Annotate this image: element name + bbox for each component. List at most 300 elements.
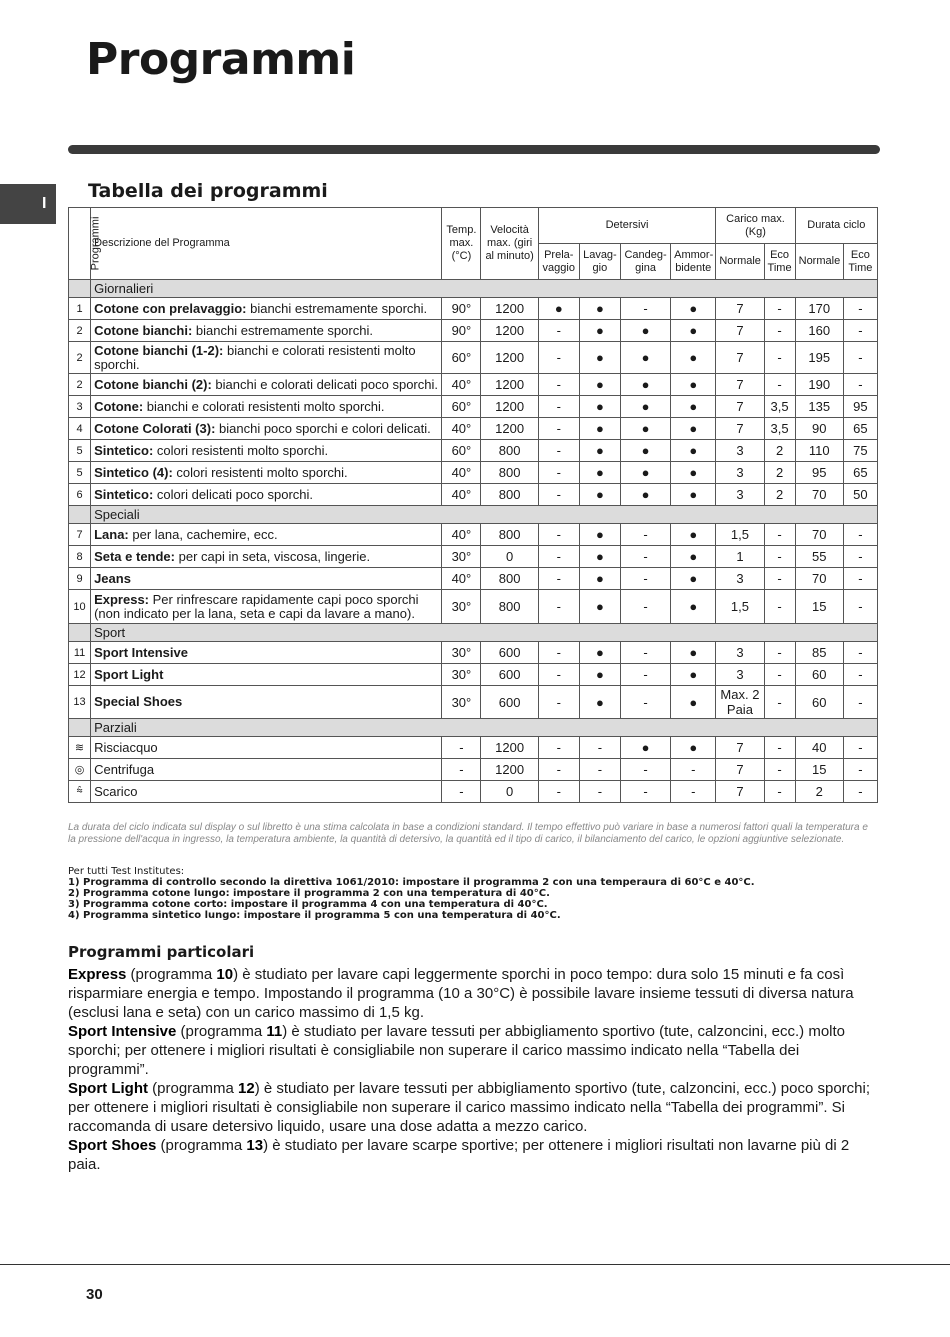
spin-speed-cell: 800 — [481, 462, 538, 484]
wash-cell: ● — [579, 320, 620, 342]
load-normal-cell: 1,5 — [716, 524, 764, 546]
prewash-cell: - — [538, 759, 579, 781]
rinse-icon: ≋ — [69, 737, 91, 759]
special-paragraph-sport-light: Sport Light (programma 12) è studiato per lavare tessuti per abbigliamento sportivo (tute, calzoncini, ecc.) poco sporchi; per ottenere i migliori risultati è consigliabile non superare il carico massimo indicato nella “Tabella dei programmi”. Si raccomanda di usare detersivo liquido, usare una dose adatta a mezzo carico. — [68, 1080, 871, 1135]
header-carico-eco: Eco Time — [764, 244, 795, 280]
table-row — [69, 396, 878, 418]
duration-eco-cell: - — [843, 759, 877, 781]
duration-eco-cell: 65 — [843, 462, 877, 484]
duration-normal-cell: 70 — [795, 484, 843, 506]
wash-cell: ● — [579, 686, 620, 719]
program-name: Sintetico: — [94, 486, 154, 502]
bleach-cell: - — [620, 664, 670, 686]
spin-speed-cell: 800 — [481, 590, 538, 624]
section-name: Speciali — [91, 506, 878, 524]
temperature-cell: 40° — [442, 374, 481, 396]
softener-cell: ● — [671, 440, 716, 462]
table-row — [69, 320, 878, 342]
wash-cell: ● — [579, 342, 620, 374]
duration-eco-cell: - — [843, 737, 877, 759]
program-number: 13 — [69, 686, 91, 719]
note-item: 4) Programma sintetico lungo: impostare il programma 5 con una temperatura di 40°C. — [68, 910, 561, 921]
program-name: Jeans — [94, 570, 131, 586]
load-normal-cell: 7 — [716, 342, 764, 374]
spin-speed-cell: 1200 — [481, 737, 538, 759]
duration-normal-cell: 195 — [795, 342, 843, 374]
language-tab: I — [0, 184, 56, 224]
wash-cell: ● — [579, 396, 620, 418]
program-description — [91, 664, 442, 686]
program-number: 1 — [69, 298, 91, 320]
section-title: Tabella dei programmi — [88, 180, 328, 202]
notes-heading: Per tutti Test Institutes: — [68, 866, 185, 877]
bleach-cell: - — [620, 590, 670, 624]
program-description — [91, 546, 442, 568]
temperature-cell: 30° — [442, 664, 481, 686]
wash-cell: - — [579, 759, 620, 781]
temperature-cell: 40° — [442, 568, 481, 590]
program-name: Cotone bianchi (1-2): — [94, 342, 224, 358]
note-item: 2) Programma cotone lungo: impostare il programma 2 con una temperatura di 40°C. — [68, 888, 550, 899]
softener-cell: ● — [671, 546, 716, 568]
prewash-cell: - — [538, 686, 579, 719]
bleach-cell: ● — [620, 484, 670, 506]
table-row — [69, 686, 878, 719]
page-number: 30 — [86, 1286, 103, 1303]
duration-normal-cell: 170 — [795, 298, 843, 320]
load-eco-cell: - — [764, 686, 795, 719]
section-row — [69, 624, 878, 642]
header-programmi: Programmi — [69, 208, 91, 280]
program-number: 2 — [69, 342, 91, 374]
table-row — [69, 664, 878, 686]
section-blank-cell — [69, 719, 91, 737]
table-row — [69, 484, 878, 506]
spin-speed-cell: 600 — [481, 686, 538, 719]
program-detail: colori resistenti molto sporchi. — [172, 464, 348, 480]
section-row — [69, 719, 878, 737]
bleach-cell: - — [620, 781, 670, 803]
load-normal-cell: 3 — [716, 462, 764, 484]
title-rule — [68, 145, 880, 154]
spin-speed-cell: 600 — [481, 642, 538, 664]
duration-normal-cell: 2 — [795, 781, 843, 803]
table-row — [69, 524, 878, 546]
load-eco-cell: - — [764, 568, 795, 590]
temperature-cell: 90° — [442, 298, 481, 320]
prewash-cell: - — [538, 462, 579, 484]
duration-normal-cell: 15 — [795, 759, 843, 781]
temperature-cell: 30° — [442, 546, 481, 568]
bleach-cell: ● — [620, 396, 670, 418]
spin-speed-cell: 0 — [481, 546, 538, 568]
temperature-cell: 40° — [442, 462, 481, 484]
duration-eco-cell: - — [843, 686, 877, 719]
program-description — [91, 298, 442, 320]
wash-cell: ● — [579, 590, 620, 624]
wash-cell: ● — [579, 462, 620, 484]
duration-eco-cell: - — [843, 298, 877, 320]
table-row — [69, 546, 878, 568]
programs-table-body — [69, 280, 878, 803]
program-detail: per lana, cachemire, ecc. — [128, 526, 278, 542]
program-number: 6 — [69, 484, 91, 506]
table-row — [69, 418, 878, 440]
duration-eco-cell: - — [843, 524, 877, 546]
header-durata: Durata ciclo — [795, 208, 877, 244]
header-prelavaggio: Prela- vaggio — [538, 244, 579, 280]
section-row — [69, 506, 878, 524]
table-row — [69, 737, 878, 759]
temperature-cell: 40° — [442, 524, 481, 546]
wash-cell: ● — [579, 440, 620, 462]
load-normal-cell: 3 — [716, 440, 764, 462]
header-detersivi: Detersivi — [538, 208, 716, 244]
duration-eco-cell: 50 — [843, 484, 877, 506]
program-detail: bianchi estremamente sporchi. — [192, 322, 373, 338]
duration-eco-cell: - — [843, 590, 877, 624]
program-name: Cotone bianchi (2): — [94, 376, 212, 392]
table-row — [69, 590, 878, 624]
softener-cell: - — [671, 781, 716, 803]
temperature-cell: 30° — [442, 686, 481, 719]
note-item: 1) Programma di controllo secondo la direttiva 1061/2010: impostare il programma 2 con una temperaura di 60°C e 40°C. — [68, 877, 755, 888]
duration-eco-cell: - — [843, 342, 877, 374]
prewash-cell: - — [538, 737, 579, 759]
duration-eco-cell: 95 — [843, 396, 877, 418]
duration-eco-cell: - — [843, 546, 877, 568]
programs-table — [68, 207, 878, 803]
bleach-cell: ● — [620, 440, 670, 462]
load-normal-cell: 3 — [716, 484, 764, 506]
wash-cell: ● — [579, 484, 620, 506]
program-number: 3 — [69, 396, 91, 418]
duration-normal-cell: 70 — [795, 568, 843, 590]
load-normal-cell: 7 — [716, 737, 764, 759]
temperature-cell: 60° — [442, 440, 481, 462]
load-eco-cell: - — [764, 298, 795, 320]
table-row — [69, 374, 878, 396]
program-name: Sintetico: — [94, 442, 154, 458]
program-detail: colori resistenti molto sporchi. — [153, 442, 329, 458]
section-row — [69, 280, 878, 298]
program-description — [91, 396, 442, 418]
duration-eco-cell: - — [843, 664, 877, 686]
duration-normal-cell: 60 — [795, 664, 843, 686]
program-description — [91, 524, 442, 546]
softener-cell: ● — [671, 664, 716, 686]
duration-eco-cell: - — [843, 568, 877, 590]
load-normal-cell: Max. 2 Paia — [716, 686, 764, 719]
prewash-cell: - — [538, 374, 579, 396]
wash-cell: ● — [579, 374, 620, 396]
softener-cell: - — [671, 759, 716, 781]
wash-cell: ● — [579, 418, 620, 440]
table-row — [69, 440, 878, 462]
wash-cell: ● — [579, 546, 620, 568]
wash-cell: - — [579, 781, 620, 803]
spin-speed-cell: 1200 — [481, 396, 538, 418]
bleach-cell: ● — [620, 462, 670, 484]
program-number: 5 — [69, 440, 91, 462]
header-descrizione: Descrizione del Programma — [91, 208, 442, 280]
duration-eco-cell: - — [843, 320, 877, 342]
table-row — [69, 298, 878, 320]
program-number: 8 — [69, 546, 91, 568]
section-name: Parziali — [91, 719, 878, 737]
load-eco-cell: - — [764, 374, 795, 396]
program-description — [91, 374, 442, 396]
load-eco-cell: - — [764, 759, 795, 781]
load-normal-cell: 7 — [716, 298, 764, 320]
load-normal-cell: 3 — [716, 568, 764, 590]
note-item: 3) Programma cotone corto: impostare il programma 4 con una temperatura di 40°C. — [68, 899, 548, 910]
program-name: Sport Light — [94, 666, 164, 682]
duration-normal-cell: 60 — [795, 686, 843, 719]
load-normal-cell: 7 — [716, 374, 764, 396]
load-normal-cell: 7 — [716, 396, 764, 418]
load-eco-cell: 2 — [764, 484, 795, 506]
load-normal-cell: 1,5 — [716, 590, 764, 624]
spin-speed-cell: 1200 — [481, 320, 538, 342]
duration-normal-cell: 85 — [795, 642, 843, 664]
temperature-cell: 40° — [442, 484, 481, 506]
prewash-cell: - — [538, 440, 579, 462]
drain-icon: ⩯ — [69, 781, 91, 803]
softener-cell: ● — [671, 568, 716, 590]
section-name: Giornalieri — [91, 280, 878, 298]
program-name: Cotone Colorati (3): — [94, 420, 216, 436]
header-carico: Carico max. (Kg) — [716, 208, 795, 244]
header-durata-normale: Normale — [795, 244, 843, 280]
program-detail: bianchi estremamente sporchi. — [246, 300, 428, 316]
softener-cell: ● — [671, 320, 716, 342]
special-paragraph-express: Express (programma 10) è studiato per lavare capi leggermente sporchi in poco tempo: dura solo 15 minuti e fa così risparmiare energia e tempo. Impostando il programma (10 a 30°C) è possibile lavare insieme tessuti di diversa natura (esclusi lana e seta) con un carico massimo di 1,5 kg. — [68, 966, 854, 1021]
temperature-cell: 90° — [442, 320, 481, 342]
spin-speed-cell: 0 — [481, 781, 538, 803]
footer-rule — [0, 1264, 950, 1265]
prewash-cell: - — [538, 396, 579, 418]
softener-cell: ● — [671, 462, 716, 484]
temperature-cell: - — [442, 737, 481, 759]
header-lavaggio: Lavag- gio — [579, 244, 620, 280]
program-detail: colori delicati poco sporchi. — [153, 486, 314, 502]
program-name: Lana: — [94, 526, 129, 542]
program-detail: Scarico — [94, 783, 138, 799]
duration-normal-cell: 95 — [795, 462, 843, 484]
load-eco-cell: - — [764, 320, 795, 342]
duration-normal-cell: 15 — [795, 590, 843, 624]
program-description — [91, 781, 442, 803]
spin-speed-cell: 1200 — [481, 374, 538, 396]
load-eco-cell: - — [764, 642, 795, 664]
program-detail: Risciacquo — [94, 739, 158, 755]
spin-speed-cell: 800 — [481, 524, 538, 546]
softener-cell: ● — [671, 524, 716, 546]
header-ammorbidente: Ammor- bidente — [671, 244, 716, 280]
section-name: Sport — [91, 624, 878, 642]
softener-cell: ● — [671, 642, 716, 664]
program-number: 9 — [69, 568, 91, 590]
duration-eco-cell: 75 — [843, 440, 877, 462]
program-detail: per capi in seta, viscosa, lingerie. — [175, 548, 371, 564]
wash-cell: ● — [579, 642, 620, 664]
prewash-cell: - — [538, 320, 579, 342]
bleach-cell: ● — [620, 737, 670, 759]
load-normal-cell: 7 — [716, 418, 764, 440]
duration-eco-cell: - — [843, 642, 877, 664]
duration-normal-cell: 135 — [795, 396, 843, 418]
program-description — [91, 590, 442, 624]
prewash-cell: - — [538, 524, 579, 546]
softener-cell: ● — [671, 396, 716, 418]
program-number: 4 — [69, 418, 91, 440]
program-number: 12 — [69, 664, 91, 686]
load-normal-cell: 7 — [716, 759, 764, 781]
program-description — [91, 759, 442, 781]
softener-cell: ● — [671, 737, 716, 759]
load-normal-cell: 7 — [716, 781, 764, 803]
special-programs — [68, 943, 876, 1174]
header-candeggina: Candeg- gina — [620, 244, 670, 280]
spin-speed-cell: 1200 — [481, 342, 538, 374]
program-number: 5 — [69, 462, 91, 484]
duration-normal-cell: 160 — [795, 320, 843, 342]
table-row — [69, 462, 878, 484]
table-row — [69, 781, 878, 803]
header-carico-normale: Normale — [716, 244, 764, 280]
program-detail: bianchi e colorati delicati poco sporchi. — [211, 376, 438, 392]
bleach-cell: - — [620, 298, 670, 320]
special-paragraph-sport-shoes: Sport Shoes (programma 13) è studiato per lavare scarpe sportive; per ottenere i migliori risultati non lavarne più di 2 paia. — [68, 1137, 850, 1173]
table-row — [69, 759, 878, 781]
program-number: 2 — [69, 374, 91, 396]
temperature-cell: 60° — [442, 396, 481, 418]
spin-speed-cell: 800 — [481, 568, 538, 590]
load-eco-cell: - — [764, 664, 795, 686]
temperature-cell: - — [442, 781, 481, 803]
bleach-cell: - — [620, 524, 670, 546]
prewash-cell: - — [538, 484, 579, 506]
program-description — [91, 642, 442, 664]
header-velocita: Velocità max. (giri al minuto) — [481, 208, 538, 280]
temperature-cell: 30° — [442, 590, 481, 624]
duration-disclaimer: La durata del ciclo indicata sul display o sul libretto è una stima calcolata in base a condizioni standard. Il tempo effettivo può variare in base a numerosi fattori quali la temperatura e la pressione dell'acqua in ingresso, la temperatura ambiente, la quantità di detersivo, la quantità ed il tipo di carico, il bilanciamento del carico, le opzioni aggiuntive selezionate. — [68, 822, 868, 845]
program-description — [91, 462, 442, 484]
program-name: Cotone: — [94, 398, 144, 414]
spin-speed-cell: 1200 — [481, 418, 538, 440]
prewash-cell: - — [538, 781, 579, 803]
duration-eco-cell: 65 — [843, 418, 877, 440]
load-eco-cell: 3,5 — [764, 418, 795, 440]
softener-cell: ● — [671, 590, 716, 624]
spin-icon: ◎ — [69, 759, 91, 781]
spin-speed-cell: 800 — [481, 440, 538, 462]
special-programs-title: Programmi particolari — [68, 943, 255, 961]
program-number: 10 — [69, 590, 91, 624]
bleach-cell: ● — [620, 418, 670, 440]
load-eco-cell: - — [764, 590, 795, 624]
softener-cell: ● — [671, 298, 716, 320]
softener-cell: ● — [671, 686, 716, 719]
bleach-cell: ● — [620, 342, 670, 374]
load-eco-cell: 3,5 — [764, 396, 795, 418]
program-detail: Centrifuga — [94, 761, 155, 777]
duration-normal-cell: 70 — [795, 524, 843, 546]
temperature-cell: - — [442, 759, 481, 781]
spin-speed-cell: 1200 — [481, 759, 538, 781]
load-normal-cell: 7 — [716, 320, 764, 342]
table-row — [69, 342, 878, 374]
load-normal-cell: 3 — [716, 642, 764, 664]
load-eco-cell: - — [764, 737, 795, 759]
bleach-cell: - — [620, 759, 670, 781]
section-blank-cell — [69, 280, 91, 298]
special-paragraph-sport-intensive: Sport Intensive (programma 11) è studiato per lavare tessuti per abbigliamento sportivo (tute, calzoncini, ecc.) molto sporchi; per ottenere i migliori risultati è consigliabile non superare il carico massimo indicato nella “Tabella dei programmi”. — [68, 1023, 846, 1078]
duration-normal-cell: 90 — [795, 418, 843, 440]
program-name: Sintetico (4): — [94, 464, 173, 480]
program-detail: Per rinfrescare rapidamente capi poco sporchi (non indicato per la lana, seta e capi da lavare a mano). — [94, 591, 419, 621]
duration-normal-cell: 190 — [795, 374, 843, 396]
temperature-cell: 30° — [442, 642, 481, 664]
program-name: Sport Intensive — [94, 644, 188, 660]
temperature-cell: 60° — [442, 342, 481, 374]
prewash-cell: - — [538, 590, 579, 624]
test-institutes-notes — [68, 866, 878, 921]
program-number: 2 — [69, 320, 91, 342]
program-description — [91, 320, 442, 342]
duration-eco-cell: - — [843, 781, 877, 803]
wash-cell: ● — [579, 568, 620, 590]
load-eco-cell: - — [764, 342, 795, 374]
page-title: Programmi — [86, 34, 356, 85]
program-description — [91, 484, 442, 506]
bleach-cell: - — [620, 642, 670, 664]
load-eco-cell: - — [764, 546, 795, 568]
softener-cell: ● — [671, 342, 716, 374]
program-description — [91, 342, 442, 374]
prewash-cell: - — [538, 418, 579, 440]
program-description — [91, 440, 442, 462]
duration-eco-cell: - — [843, 374, 877, 396]
prewash-cell: - — [538, 664, 579, 686]
spin-speed-cell: 800 — [481, 484, 538, 506]
program-name: Cotone bianchi: — [94, 322, 193, 338]
prewash-cell: ● — [538, 298, 579, 320]
bleach-cell: ● — [620, 374, 670, 396]
bleach-cell: - — [620, 546, 670, 568]
program-name: Seta e tende: — [94, 548, 175, 564]
program-number: 11 — [69, 642, 91, 664]
program-description — [91, 418, 442, 440]
load-eco-cell: 2 — [764, 440, 795, 462]
prewash-cell: - — [538, 642, 579, 664]
duration-normal-cell: 55 — [795, 546, 843, 568]
wash-cell: ● — [579, 524, 620, 546]
spin-speed-cell: 1200 — [481, 298, 538, 320]
program-detail: bianchi poco sporchi e colori delicati. — [215, 420, 431, 436]
bleach-cell: ● — [620, 320, 670, 342]
program-name: Express: — [94, 591, 149, 607]
header-durata-eco: Eco Time — [843, 244, 877, 280]
program-detail: bianchi e colorati resistenti molto sporchi. — [143, 398, 385, 414]
softener-cell: ● — [671, 418, 716, 440]
prewash-cell: - — [538, 568, 579, 590]
load-eco-cell: 2 — [764, 462, 795, 484]
header-temp: Temp. max. (°C) — [442, 208, 481, 280]
program-number: 7 — [69, 524, 91, 546]
duration-normal-cell: 110 — [795, 440, 843, 462]
